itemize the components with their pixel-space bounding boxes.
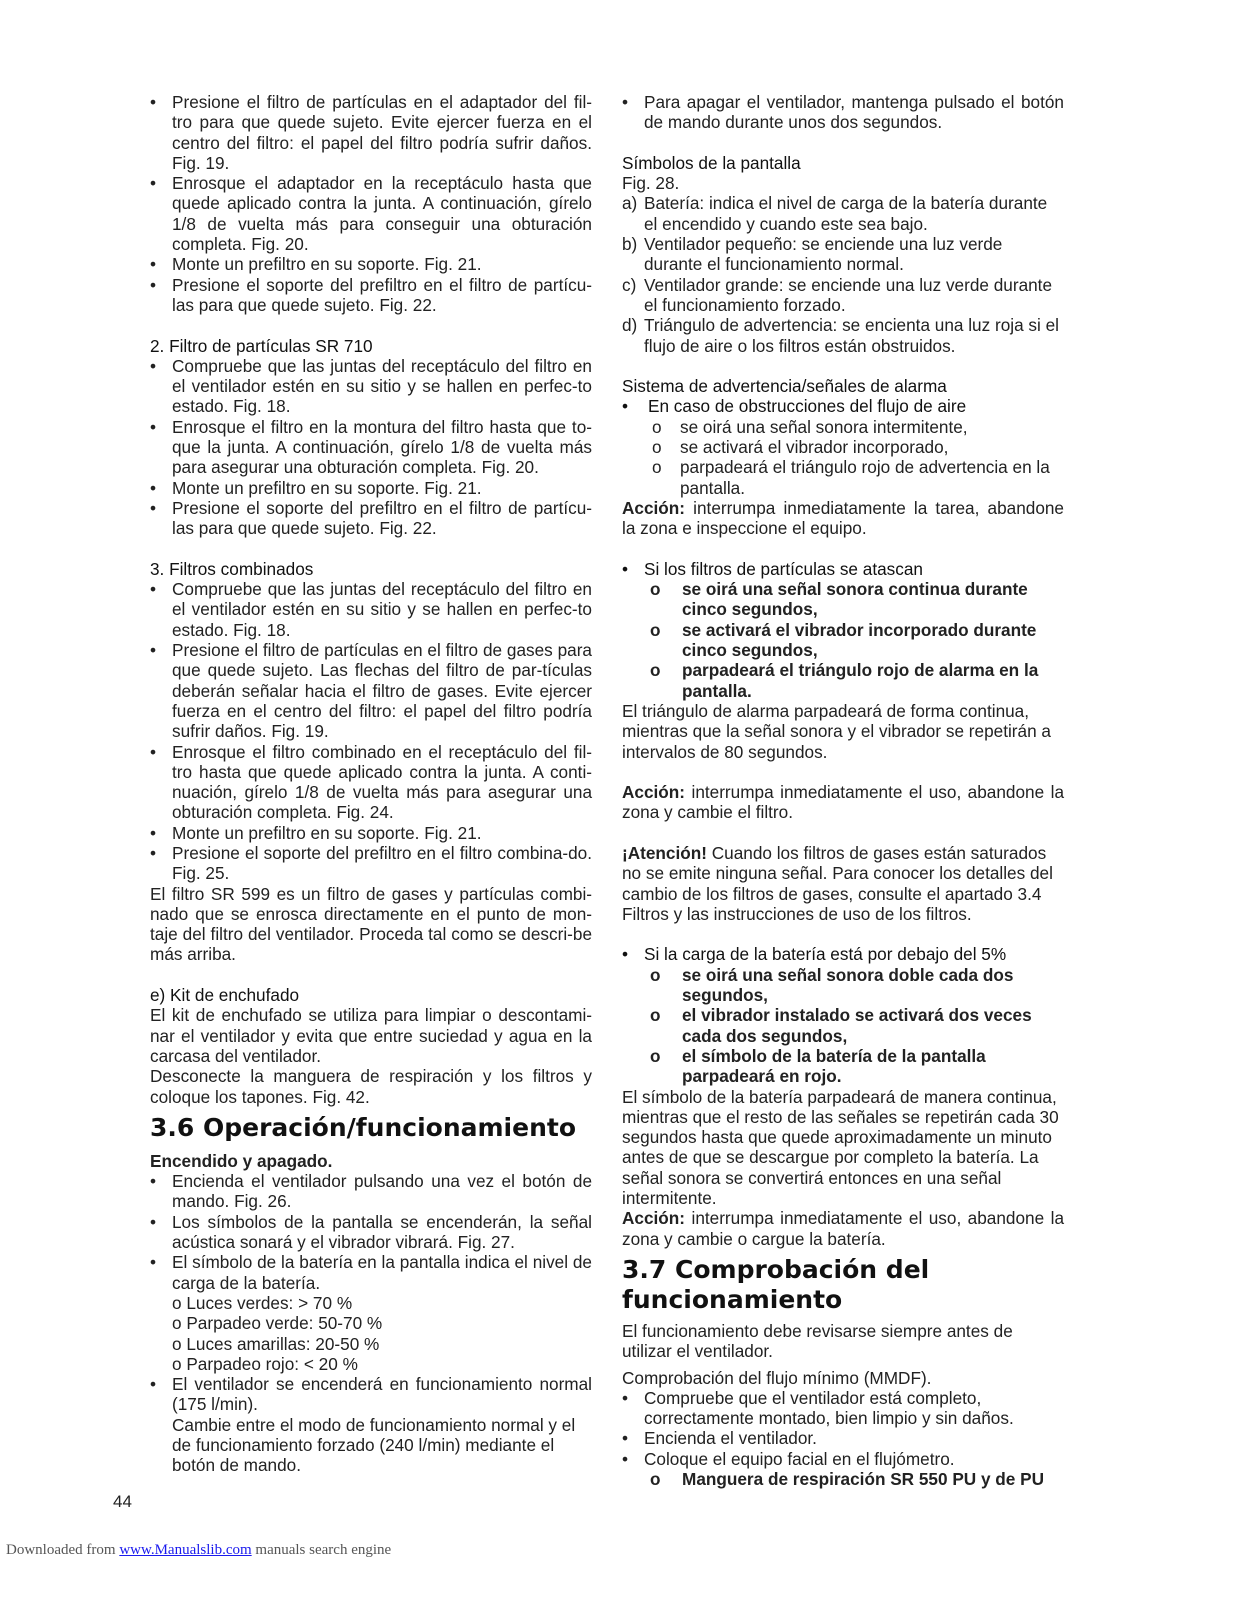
bullet-item: • Presione el soporte del prefiltro en el filtro de partícu-las para que quede sujeto. Fig. 22. (150, 498, 592, 539)
battery-level: o Parpadeo verde: 50-70 % (172, 1313, 383, 1334)
section-37-paragraph: El funcionamiento debe revisarse siempre antes de utilizar el ventilador. (622, 1320, 1013, 1362)
heading-kit: e) Kit de enchufado (150, 985, 300, 1006)
symbol-item (622, 315, 1064, 356)
right-column (622, 92, 1064, 1489)
alarm-paragraph: El triángulo de alarma parpadeará de forma continua, mientras que la señal sonora y el vibrador se repetirán a intervalos de 80 segundos. (622, 700, 1051, 762)
action-label: Acción: (622, 782, 686, 803)
battery-level: o Parpadeo rojo: < 20 % (172, 1353, 358, 1374)
left-column (150, 92, 592, 1476)
bullet-item: • Compruebe que el ventilador está completo, correctamente montado, bien limpio y sin daños. (622, 1388, 1064, 1429)
action-paragraph (622, 1208, 1064, 1249)
action-paragraph (622, 782, 1064, 823)
bullet-item: • Presione el filtro de partículas en el filtro de gases para que quede sujeto. Las flechas del filtro de par-tículas deberán señalar hacia el filtro de gases. Evite ejercer fuerza en el centro del filtro: el papel del filtro podría sufrir daños. Fig. 19. (150, 640, 592, 741)
action-text: interrumpa inmediatamente la tarea, abandone la zona e inspeccione el equipo. (622, 497, 1064, 539)
symbol-text: Batería: indica el nivel de carga de la batería durante el encendido y cuando este sea bajo. (644, 193, 1048, 234)
page-number: 44 (113, 1492, 132, 1511)
action-text: interrumpa inmediatamente el uso, abandone la zona y cambie el filtro. (622, 782, 1064, 823)
section-37-title-line: funcionamiento (622, 1284, 843, 1314)
heading-simbolos: Símbolos de la pantalla (622, 152, 801, 173)
attention-text: Cuando los filtros de gases están saturados no se emite ninguna señal. Para conocer los detalles del cambio de los filtros de gases, consulte el apartado 3.4 Filtros y las instrucciones de uso de los filtros. (622, 842, 1053, 924)
alarm-item: o parpadeará el triángulo rojo de alarma en la pantalla. (622, 660, 1064, 701)
action-text: interrumpa inmediatamente el uso, abandone la zona y cambie o cargue la batería. (622, 1208, 1064, 1249)
bullet-item: • Para apagar el ventilador, mantenga pulsado el botón de mando durante unos dos segundos. (622, 92, 1064, 133)
bullet-item: • Monte un prefiltro en su soporte. Fig. 21. (150, 823, 592, 843)
figure-ref: Fig. 28. (622, 173, 680, 194)
symbol-item (622, 275, 1064, 316)
alarm-paragraph: El símbolo de la batería parpadeará de manera continua, mientras que el resto de las señales se repetirán cada 30 segundos hasta que quede aproximadamente un minuto antes de que se descargue por completo la batería. La señal sonora se convertirá entonces en una señal intermitente. (622, 1086, 1059, 1209)
bullet-item: • Los símbolos de la pantalla se encenderán, la señal acústica sonará y el vibrador vibrará. Fig. 27. (150, 1212, 592, 1253)
alarm-item: o el vibrador instalado se activará dos veces cada dos segundos, (622, 1005, 1064, 1046)
heading-combinados: 3. Filtros combinados (150, 558, 314, 579)
symbol-label: c) (622, 274, 637, 295)
bullet-item: • Encienda el ventilador. (622, 1428, 1064, 1448)
section-36-title: 3.6 Operación/funcionamiento (150, 1112, 576, 1142)
bullet-item: • Presione el soporte del prefiltro en el filtro combina-do. Fig. 25. (150, 843, 592, 884)
heading-sr710: 2. Filtro de partículas SR 710 (150, 335, 373, 356)
alarm-item: o se activará el vibrador incorporado, (622, 437, 1064, 457)
bullet-item: • Presione el filtro de partículas en el adaptador del fil-tro para que quede sujeto. Evite ejercer fuerza en el centro del filtro: el papel del filtro podría sufrir daños. Fig. 19. (150, 92, 592, 173)
symbol-item (622, 193, 1064, 234)
alarm-item: o se oirá una señal sonora continua durante cinco segundos, (622, 579, 1064, 620)
kit-paragraph-2: Desconecte la manguera de respiración y los filtros y coloque los tapones. Fig. 42. (150, 1066, 592, 1107)
mmdf-sub-item: o Manguera de respiración SR 550 PU y de PU (622, 1469, 1064, 1489)
symbol-item (622, 234, 1064, 275)
mmdf-heading: Comprobación del flujo mínimo (MMDF). (622, 1367, 932, 1388)
alarm-title: • Si la carga de la batería está por debajo del 5% (622, 944, 1064, 964)
alarm-item: o se oirá una señal sonora doble cada dos segundos, (622, 965, 1064, 1006)
bullet-item: • Enrosque el filtro combinado en el receptáculo del fil-tro hasta que quede aplicado contra la junta. A conti-nuación, gírelo 1/8 de vuelta más para asegurar una obturación completa. Fig. 24. (150, 742, 592, 823)
symbol-text: Ventilador grande: se enciende una luz verde durante el funcionamiento forzado. (644, 274, 1053, 315)
action-paragraph (622, 498, 1064, 539)
symbol-label: a) (622, 193, 638, 214)
bullet-item: • Enrosque el adaptador en la receptáculo hasta que quede aplicado contra la junta. A continuación, gírelo 1/8 de vuelta más para conseguir una obturación completa. Fig. 20. (150, 173, 592, 254)
bullet-item: • El ventilador se encenderá en funcionamiento normal (175 l/min). (150, 1374, 592, 1415)
bullet-item: • Compruebe que las juntas del receptáculo del filtro en el ventilador estén en su sitio y se hallen en perfec-to estado. Fig. 18. (150, 356, 592, 417)
bullet-item: • Compruebe que las juntas del receptáculo del filtro en el ventilador estén en su sitio y se hallen en perfec-to estado. Fig. 18. (150, 579, 592, 640)
symbol-label: b) (622, 234, 638, 255)
section-37-title-line: 3.7 Comprobación del (622, 1254, 930, 1284)
alarm-item: o parpadeará el triángulo rojo de advertencia en la pantalla. (622, 457, 1064, 498)
alarm-item: o se oirá una señal sonora intermitente, (622, 417, 1064, 437)
footer (6, 1542, 391, 1559)
footer-link[interactable]: www.Manualslib.com (119, 1542, 252, 1558)
bullet-item: • Presione el soporte del prefiltro en el filtro de partícu-las para que quede sujeto. Fig. 22. (150, 275, 592, 316)
sr599-paragraph: El filtro SR 599 es un filtro de gases y partículas combi-nado que se enrosca directamente en el punto de mon-taje del filtro del ventilador. Proceda tal como se descri-be más arriba. (150, 883, 592, 965)
alarm-item: o se activará el vibrador incorporado durante cinco segundos, (622, 620, 1064, 661)
symbol-text: Ventilador pequeño: se enciende una luz verde durante el funcionamiento normal. (644, 234, 1003, 275)
action-label: Acción: (622, 497, 686, 518)
footer-suffix: manuals search engine (251, 1542, 392, 1558)
alarm-title: • En caso de obstrucciones del flujo de aire (622, 396, 1064, 416)
battery-level: o Luces verdes: > 70 % (172, 1292, 353, 1313)
alarm-item: o el símbolo de la batería de la pantalla parpadeará en rojo. (622, 1046, 1064, 1087)
symbol-text: Triángulo de advertencia: se encienta una luz roja si el flujo de aire o los filtros están obstruidos. (644, 315, 1059, 356)
symbol-label: d) (622, 315, 638, 336)
bullet-item: • Coloque el equipo facial en el flujómetro. (622, 1449, 1064, 1469)
section-37-title (622, 1255, 1064, 1315)
bullet-continuation: Cambie entre el modo de funcionamiento normal y el de funcionamiento forzado (240 l/min) mediante el botón de mando. (172, 1414, 576, 1476)
kit-paragraph: El kit de enchufado se utiliza para limpiar o descontami-nar el ventilador y evita que entre suciedad y agua en la carcasa del ventilador. (150, 1005, 592, 1066)
bullet-item: • Monte un prefiltro en su soporte. Fig. 21. (150, 478, 592, 498)
action-label: Acción: (622, 1208, 686, 1229)
bullet-item: • El símbolo de la batería en la pantalla indica el nivel de carga de la batería. (150, 1252, 592, 1293)
attention-label: ¡Atención! (622, 842, 707, 863)
section-36-subtitle: Encendido y apagado. (150, 1150, 333, 1171)
bullet-item: • Encienda el ventilador pulsando una vez el botón de mando. Fig. 26. (150, 1171, 592, 1212)
attention-paragraph (622, 843, 1064, 924)
footer-prefix: Downloaded from (6, 1542, 120, 1558)
bullet-item: • Monte un prefiltro en su soporte. Fig. 21. (150, 254, 592, 274)
bullet-item: • Enrosque el filtro en la montura del filtro hasta que to-que la junta. A continuación, gírelo 1/8 de vuelta más para asegurar una obturación completa. Fig. 20. (150, 417, 592, 478)
battery-level: o Luces amarillas: 20-50 % (172, 1333, 380, 1354)
heading-alarma: Sistema de advertencia/señales de alarma (622, 376, 947, 397)
alarm-title: • Si los filtros de partículas se atascan (622, 559, 1064, 579)
